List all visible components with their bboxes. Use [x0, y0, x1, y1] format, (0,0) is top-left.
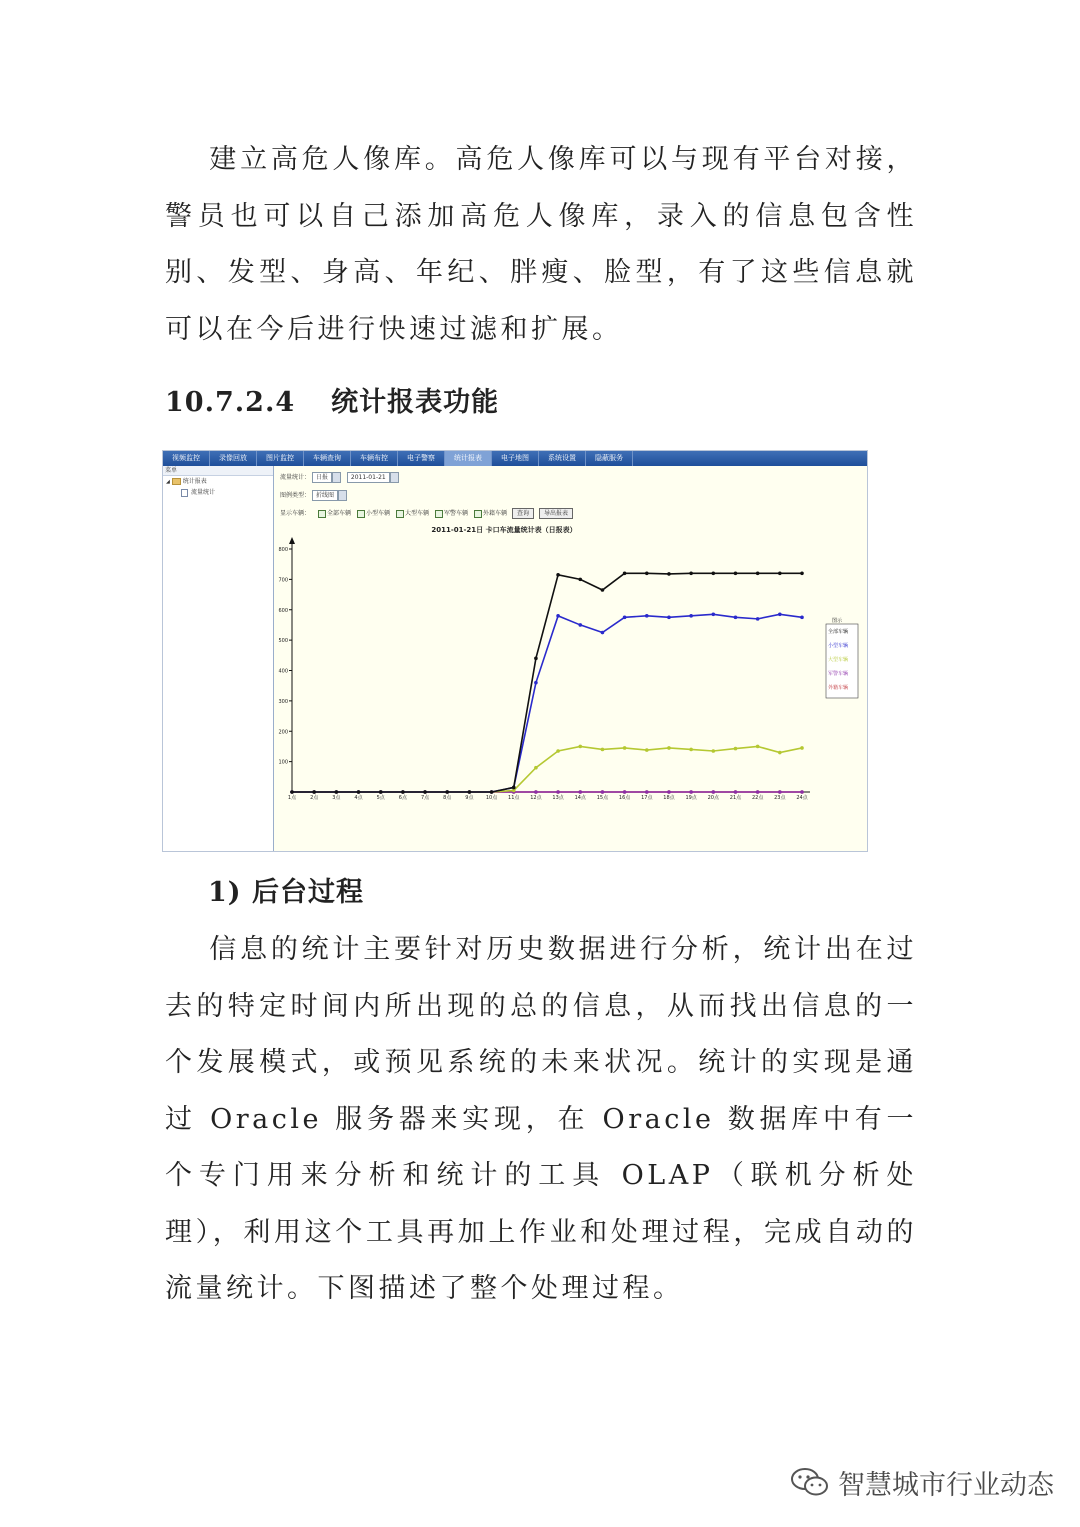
data-point [756, 790, 760, 794]
x-tick-label: 16点 [618, 795, 631, 801]
x-tick-label: 8点 [443, 795, 452, 801]
data-point [645, 790, 649, 794]
data-point [800, 746, 804, 750]
checkbox-2[interactable] [396, 510, 404, 518]
data-point [778, 613, 782, 617]
date-input[interactable]: 2011-01-21 [347, 472, 390, 483]
data-point [601, 790, 605, 794]
legend-entry: 小型车辆 [828, 643, 849, 649]
calendar-icon[interactable] [390, 472, 399, 483]
checkbox-label: 全部车辆 [326, 510, 351, 517]
x-tick-label: 5点 [376, 795, 385, 801]
stat-type-select[interactable]: 日报 [312, 472, 332, 483]
section-number: 10.7.2.4 [165, 387, 296, 418]
chart-type-select[interactable]: 折线图 [312, 490, 338, 501]
data-point [689, 748, 693, 752]
source-watermark [790, 1462, 1054, 1502]
data-point [556, 614, 560, 618]
data-point [556, 790, 560, 794]
data-point [778, 572, 782, 576]
x-tick-label: 24点 [796, 795, 808, 801]
checkbox-label: 小型车辆 [365, 510, 390, 517]
wechat-icon [790, 1466, 830, 1498]
data-point [712, 749, 716, 753]
data-point [756, 572, 760, 576]
paragraph-text: 信息的统计主要针对历史数据进行分析，统计出在过去的特定时间内所出现的总的信息，从而找出信息的一个发展模式，或预见系统的未来状况。统计的实现是通过 Oracle 服务器来实现，在 Oracle 数据库中有一个专门用来分析和统计的工具 OLAP（联机分析处理），利用这个工具再加上作业和处理过程，完成自动的流量统计。下图描述了整个处理过程。 [165, 934, 917, 1304]
document-icon [181, 489, 188, 497]
report-panel [274, 466, 867, 851]
tab-3[interactable]: 车辆查询 [304, 451, 351, 466]
tab-8[interactable]: 系统设置 [539, 451, 586, 466]
data-point [578, 623, 582, 627]
x-tick-label: 22点 [751, 795, 764, 801]
data-point [556, 573, 560, 577]
data-point [601, 748, 605, 752]
series-line [292, 614, 802, 792]
data-point [512, 786, 516, 790]
y-axis-arrow [289, 537, 295, 544]
data-point [601, 631, 605, 635]
x-tick-label: 6点 [398, 795, 407, 801]
data-point [667, 616, 671, 620]
data-point [734, 747, 738, 751]
data-point [667, 790, 671, 794]
x-tick-label: 12点 [530, 795, 542, 801]
tab-4[interactable]: 车辆布控 [351, 451, 398, 466]
y-tick-label: 100 [278, 759, 288, 766]
data-point [623, 790, 627, 794]
x-tick-label: 7点 [420, 795, 430, 801]
data-point [712, 790, 716, 794]
data-point [800, 616, 804, 620]
x-tick-label: 10点 [485, 795, 498, 801]
x-tick-label: 20点 [707, 795, 719, 801]
paragraph-backend-process [165, 922, 917, 1318]
data-point [734, 616, 738, 620]
y-tick-label: 800 [278, 547, 288, 553]
data-point [601, 588, 605, 592]
y-tick-label: 500 [278, 638, 288, 645]
data-point [312, 790, 316, 794]
x-tick-label: 18点 [663, 795, 675, 801]
sidebar-title: 菜单 [163, 466, 273, 476]
query-button[interactable]: 查询 [512, 508, 534, 519]
chart-title: 2011-01-21日 卡口车流量统计表（日报表） [431, 526, 577, 534]
checkbox-4[interactable] [474, 510, 482, 518]
data-point [778, 790, 782, 794]
legend-entry: 全部车辆 [828, 629, 849, 635]
top-nav-bar [163, 451, 867, 466]
legend-title: 图示 [832, 618, 843, 624]
x-tick-label: 9点 [465, 795, 474, 801]
stat-type-row [280, 472, 403, 483]
data-point [667, 746, 671, 750]
legend-entry: 外籍车辆 [828, 685, 849, 691]
x-tick-label: 19点 [685, 795, 697, 801]
data-point [712, 613, 716, 617]
sidebar-item-traffic-stats[interactable] [163, 487, 273, 498]
data-point [734, 790, 738, 794]
data-point [623, 572, 627, 576]
data-point [734, 572, 738, 576]
expand-icon: ◢ [166, 479, 170, 485]
sidebar-group-label: 统计报表 [182, 478, 207, 485]
tab-1[interactable]: 录像回放 [210, 451, 257, 466]
checkbox-label: 大型车辆 [404, 510, 429, 517]
x-tick-label: 17点 [641, 795, 653, 801]
x-tick-label: 4点 [354, 795, 363, 801]
checkbox-0[interactable] [318, 510, 326, 518]
data-point [645, 572, 649, 576]
data-point [335, 790, 339, 794]
paragraph-text: 建立高危人像库。高危人像库可以与现有平台对接，警员也可以自己添加高危人像库，录入的信息包含性别、发型、身高、年纪、胖瘦、脸型，有了这些信息就可以在今后进行快速过滤和扩展。 [165, 144, 917, 345]
stats-report-screenshot [162, 450, 868, 852]
data-point [578, 578, 582, 582]
y-tick-label: 700 [278, 577, 288, 584]
series-line [292, 746, 802, 792]
paragraph-high-risk-db [165, 132, 917, 358]
checkbox-label: 军警车辆 [443, 510, 468, 517]
data-point [468, 790, 472, 794]
y-tick-label: 200 [278, 729, 288, 736]
tab-0[interactable]: 视频监控 [163, 451, 210, 466]
tab-7[interactable]: 电子地图 [492, 451, 539, 466]
data-point [445, 790, 449, 794]
watermark-text: 智慧城市行业动态 [838, 1469, 1054, 1501]
data-point [401, 790, 405, 794]
tab-2[interactable]: 图片监控 [257, 451, 304, 466]
x-tick-label: 23点 [774, 795, 786, 801]
data-point [578, 790, 582, 794]
data-point [645, 748, 649, 752]
data-point [756, 617, 760, 621]
legend-entry: 大型车辆 [828, 657, 849, 663]
data-point [712, 572, 716, 576]
data-point [379, 790, 383, 794]
stat-type-label: 流量统计： [280, 474, 311, 481]
data-point [534, 790, 538, 794]
section-heading [165, 380, 499, 419]
sidebar-group-stats[interactable] [163, 476, 273, 487]
chart-type-row [280, 490, 351, 501]
data-point [689, 572, 693, 576]
x-tick-label: 3点 [332, 795, 341, 801]
checkbox-1[interactable] [357, 510, 365, 518]
x-tick-label: 14点 [574, 795, 586, 801]
data-point [756, 745, 760, 749]
sidebar-item-label: 流量统计 [191, 489, 216, 496]
data-point [357, 790, 361, 794]
legend-entry: 军警车辆 [828, 671, 849, 677]
y-tick-label: 300 [278, 698, 288, 705]
tab-5[interactable]: 电子警察 [398, 451, 445, 466]
vehicle-filter-row [280, 508, 573, 519]
data-point [623, 616, 627, 620]
folder-icon [172, 478, 181, 485]
chevron-down-icon[interactable] [338, 490, 347, 501]
section-title: 统计报表功能 [331, 387, 500, 418]
checkbox-3[interactable] [435, 510, 443, 518]
checkbox-label: 外籍车辆 [483, 510, 508, 517]
data-point [290, 790, 294, 794]
sidebar [163, 466, 274, 851]
x-tick-label: 21点 [729, 795, 742, 801]
data-point [667, 572, 671, 576]
data-point [490, 790, 494, 794]
data-point [556, 749, 560, 753]
data-point [534, 766, 538, 770]
traffic-line-chart [274, 526, 868, 846]
chevron-down-icon[interactable] [332, 472, 341, 483]
vehicle-filter-label: 显示车辆： [280, 510, 311, 517]
data-point [578, 745, 582, 749]
y-tick-label: 600 [278, 607, 288, 614]
chart-type-label: 图例类型： [280, 492, 311, 499]
data-point [689, 614, 693, 618]
data-point [645, 614, 649, 618]
data-point [800, 572, 804, 576]
tab-6[interactable]: 统计报表 [445, 451, 492, 466]
data-point [689, 790, 693, 794]
data-point [623, 746, 627, 750]
data-point [778, 751, 782, 755]
x-tick-label: 1点 [287, 795, 297, 801]
tab-9[interactable]: 隐蔽服务 [586, 451, 633, 466]
data-point [534, 681, 538, 685]
data-point [534, 657, 538, 661]
x-tick-label: 11点 [508, 795, 520, 801]
x-tick-label: 15点 [596, 795, 609, 801]
subsection-heading: 1) 后台过程 [208, 877, 364, 908]
data-point [423, 790, 427, 794]
x-tick-label: 13点 [552, 795, 564, 801]
data-point [800, 790, 804, 794]
x-tick-label: 2点 [310, 795, 319, 801]
y-tick-label: 400 [278, 668, 288, 675]
export-button[interactable]: 导出报表 [539, 508, 573, 519]
